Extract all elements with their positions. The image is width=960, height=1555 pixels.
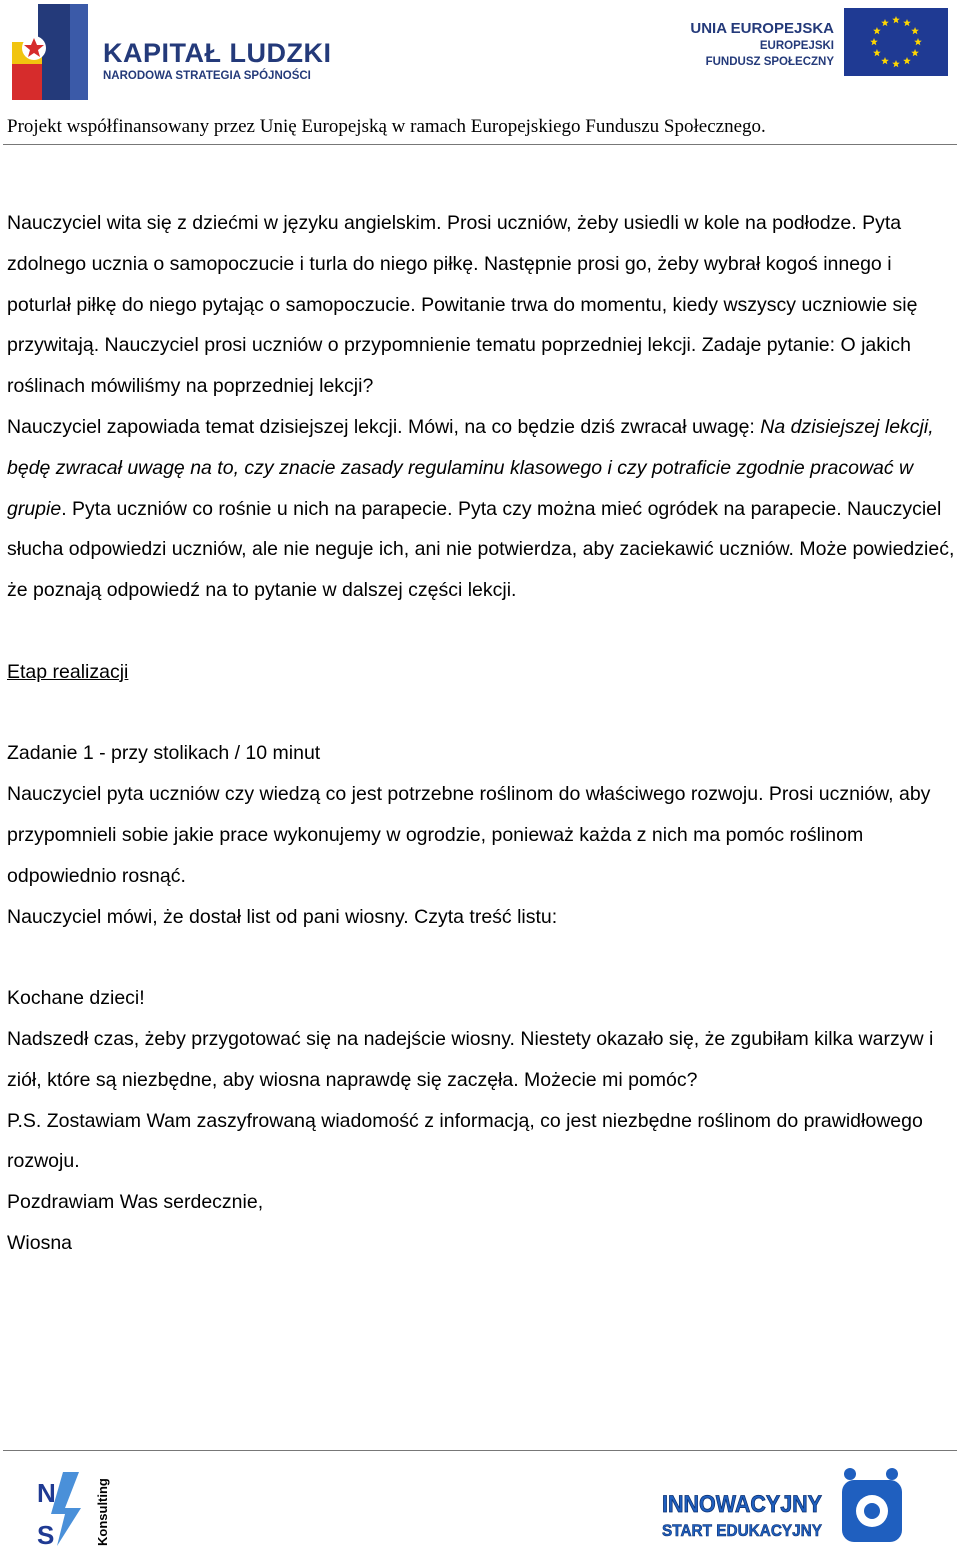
kapital-ludzki-emblem-icon	[8, 4, 98, 104]
eu-subtitle-1: EUROPEJSKI	[759, 40, 834, 52]
eu-subtitle-2: FUNDUSZ SPOŁECZNY	[705, 56, 834, 68]
page-header	[0, 0, 960, 137]
spacer	[7, 937, 955, 978]
eu-flag-icon	[844, 8, 948, 76]
letter-greeting: Kochane dzieci!	[7, 987, 145, 1010]
task-title: Zadanie 1 - przy stolikach / 10 minut	[7, 742, 321, 765]
letter-signature: Wiosna	[7, 1231, 73, 1254]
topic-text-2: . Pyta uczniów co rośnie u nich na parapecie. Pyta czy można mieć ogródek na parapecie. Nauczyciel słucha odpowiedzi uczniów, ale nie neguje ich, ani nie potwierdza, aby zaciekawić uczniów. Może powiedzieć, że poznają odpowiedź na to pytanie w dalszej części lekcji.	[7, 497, 955, 602]
innowacyjny-start-edukacyjny-icon	[660, 1466, 906, 1550]
kapital-ludzki-subtitle: NARODOWA STRATEGIA SPÓJNOŚCI	[103, 70, 311, 82]
header-divider	[3, 144, 957, 145]
svg-text:S: S	[37, 1520, 55, 1548]
topic-paragraph	[7, 407, 955, 611]
letter-closing: Pozdrawiam Was serdecznie,	[7, 1191, 264, 1214]
ns-konsulting-logo	[35, 1468, 115, 1548]
section-heading: Etap realizacji	[7, 660, 129, 683]
eu-logo	[690, 8, 952, 78]
svg-text:N: N	[37, 1478, 56, 1508]
footer-divider	[3, 1450, 957, 1451]
svg-text:START EDUKACYJNY: START EDUKACYJNY	[662, 1521, 823, 1540]
intro-paragraph: Nauczyciel wita się z dziećmi w języku angielskim. Prosi uczniów, żeby usiedli w kole na podłodze. Pyta zdolnego ucznia o samopoczucie i turla do niego piłkę. Następnie prosi go, żeby wybrał kogoś innego i poturlał piłkę do niego pytając o samopoczucie. Powitanie trwa do momentu, kiedy wszyscy uczniowie się przywitają. Nauczyciel prosi uczniów o przypomnienie tematu poprzedniej lekcji. Zadaje pytanie: O jakich roślinach mówiliśmy na poprzedniej lekcji?	[7, 212, 918, 398]
topic-italic-text: Na dzisiejszej lekcji, będę zwracał uwagę na to, czy znacie zasady regulaminu klasowego i czy potraficie zgodnie pracować w grupie	[7, 415, 934, 520]
project-cofinancing-line: Projekt współfinansowany przez Unię Europejską w ramach Europejskiego Funduszu Społecznego.	[7, 116, 766, 137]
spacer	[7, 611, 955, 652]
letter-body: Nadszedł czas, żeby przygotować się na nadejście wiosny. Niestety okazało się, że zgubiłam kilka warzyw i ziół, które są niezbędne, aby wiosna naprawdę się zaczęła. Możecie mi pomóc?	[7, 1027, 934, 1091]
eu-title: UNIA EUROPEJSKA	[690, 20, 834, 37]
spacer	[7, 693, 955, 734]
topic-text-1: Nauczyciel zapowiada temat dzisiejszej lekcji. Mówi, na co będzie dziś zwracał uwagę:	[7, 415, 761, 438]
kapital-ludzki-logo	[8, 4, 332, 104]
kapital-ludzki-title: KAPITAŁ LUDZKI	[103, 38, 332, 68]
ns-konsulting-icon	[35, 1468, 115, 1548]
document-body	[7, 203, 955, 1264]
svg-text:Konsulting: Konsulting	[95, 1478, 110, 1546]
innowacyjny-start-logo	[660, 1466, 906, 1550]
letter-postscript: P.S. Zostawiam Wam zaszyfrowaną wiadomość z informacją, co jest niezbędne roślinom do prawidłowego rozwoju.	[7, 1109, 923, 1173]
task-paragraph-2: Nauczyciel mówi, że dostał list od pani wiosny. Czyta treść listu:	[7, 905, 558, 928]
svg-text:INNOWACYJNY: INNOWACYJNY	[662, 1491, 822, 1518]
task-paragraph-1: Nauczyciel pyta uczniów czy wiedzą co jest potrzebne roślinom do właściwego rozwoju. Prosi uczniów, aby przypomnieli sobie jakie prace wykonujemy w ogrodzie, ponieważ każda z nich ma pomóc roślinom odpowiednio rosnąć.	[7, 783, 931, 887]
